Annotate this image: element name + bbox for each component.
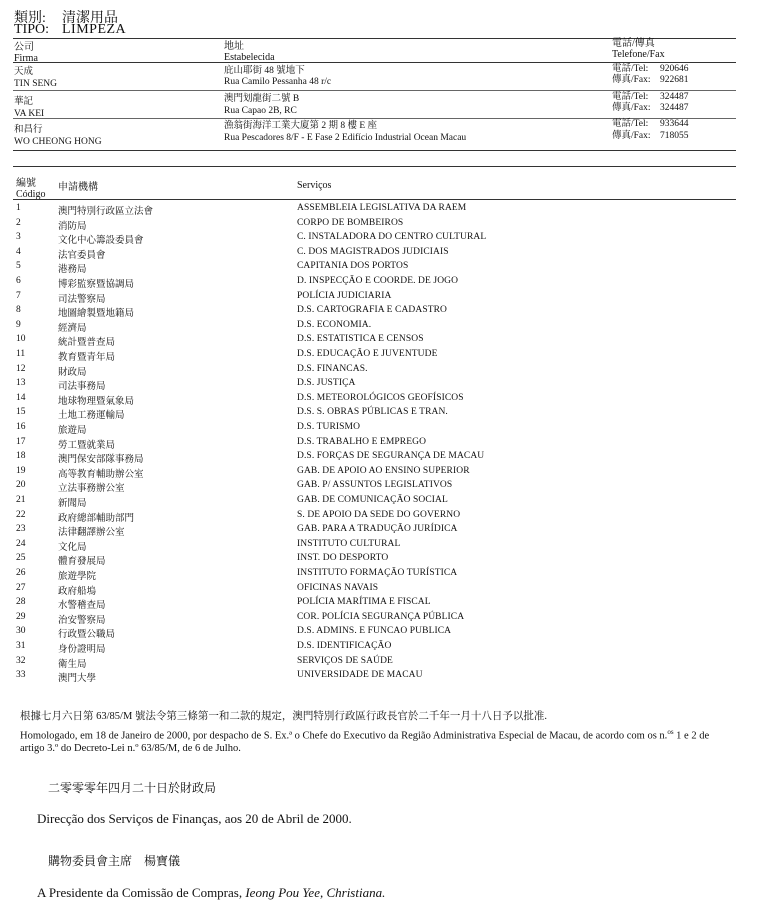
row-code: 11 xyxy=(16,349,26,359)
row-org-zh: 身份證明局 xyxy=(58,645,106,655)
row-code: 31 xyxy=(16,641,26,651)
table-row xyxy=(16,597,736,612)
row-code: 30 xyxy=(16,626,26,637)
row-service-pt: INSTITUTO CULTURAL xyxy=(297,538,401,549)
row-service-pt: D.S. CARTOGRAFIA E CADASTRO xyxy=(297,305,448,316)
row-code: 17 xyxy=(16,436,26,447)
table-row xyxy=(16,305,736,320)
table-row xyxy=(16,422,736,437)
company-name-pt: VA KEI xyxy=(14,109,45,119)
table-row xyxy=(16,203,736,218)
row-org-zh: 消防局 xyxy=(58,221,87,232)
row-org-zh: 法律翻譯辦公室 xyxy=(58,528,125,539)
row-code: 32 xyxy=(16,655,26,666)
row-org-zh: 財政局 xyxy=(58,367,87,378)
tel-value: 920646 xyxy=(660,64,689,74)
row-service-pt: D.S. JUSTIÇA xyxy=(297,378,356,389)
row-code: 9 xyxy=(16,319,21,330)
row-service-pt: OFICINAS NAVAIS xyxy=(297,582,379,593)
company-name-zh: 天成 xyxy=(14,67,34,77)
table-row xyxy=(16,510,736,525)
table-row xyxy=(16,393,736,408)
row-service-pt: D.S. FINANCAS. xyxy=(297,363,368,374)
row-org-zh: 司法事務局 xyxy=(58,382,106,393)
company-address-zh: 澳門划龍街二號 B xyxy=(224,94,300,104)
table-bottom-rule xyxy=(13,150,736,151)
table-row xyxy=(16,232,736,247)
row-service-pt: SERVIÇOS DE SAÚDE xyxy=(297,655,393,666)
row-org-zh: 體育發展局 xyxy=(58,557,106,568)
row-org-zh: 地球物理暨氣象局 xyxy=(58,396,135,407)
row-org-zh: 旅遊學院 xyxy=(58,572,97,582)
row-code: 5 xyxy=(16,261,21,272)
tel-value: 933644 xyxy=(660,119,689,129)
table-row xyxy=(16,568,736,583)
row-code: 25 xyxy=(16,553,26,564)
row-org-zh: 澳門特別行政區立法會 xyxy=(58,207,154,217)
table-row xyxy=(16,466,736,481)
row-service-pt: D.S. TURISMO xyxy=(297,422,361,432)
approval-text-zh: 根據七月六日第 63/85/M 號法令第三條第一和二款的規定，澳門特別行政區行政長官於二千年一月十八日予以批准. xyxy=(20,711,548,722)
row-code: 21 xyxy=(16,495,26,505)
col-company-pt: Firma xyxy=(14,53,38,64)
row-divider xyxy=(13,90,736,91)
row-service-pt: COR. POLÍCIA SEGURANÇA PÚBLICA xyxy=(297,611,465,622)
table-row xyxy=(16,670,736,685)
row-org-zh: 水警稽查局 xyxy=(58,601,106,612)
row-code: 1 xyxy=(16,203,21,213)
row-code: 33 xyxy=(16,670,26,681)
row-org-zh: 港務局 xyxy=(58,265,87,276)
table-row xyxy=(16,378,736,393)
company-address-pt: Rua Pescadores 8/F - E Fase 2 Edifício Industrial Ocean Macau xyxy=(224,133,467,143)
row-code: 6 xyxy=(16,276,21,286)
row-org-zh: 澳門大學 xyxy=(58,674,97,685)
col-phone-pt: Telefone/Fax xyxy=(612,49,665,60)
row-code: 7 xyxy=(16,290,21,301)
row-code: 2 xyxy=(16,217,21,228)
signature-pt: A Presidente da Comissão de Compras, Ieong Pou Yee, Christiana. xyxy=(37,885,386,900)
category-value-pt: LIMPEZA xyxy=(62,22,127,37)
row-code: 24 xyxy=(16,538,26,549)
fax-label: 傳真/Fax: xyxy=(612,131,651,141)
row-code: 10 xyxy=(16,334,26,345)
row-service-pt: GAB. DE COMUNICAÇÃO SOCIAL xyxy=(297,495,448,505)
table-row xyxy=(16,437,736,452)
row-code: 22 xyxy=(16,509,26,520)
row-org-zh: 澳門保安部隊事務局 xyxy=(58,455,144,466)
table-row xyxy=(16,539,736,554)
table-row xyxy=(16,524,736,539)
company-name-zh: 華記 xyxy=(14,97,34,107)
row-org-zh: 勞工暨就業局 xyxy=(58,440,116,451)
row-service-pt: INSTITUTO FORMAÇÃO TURÍSTICA xyxy=(297,568,458,578)
row-org-zh: 法官委員會 xyxy=(58,250,106,261)
row-code: 20 xyxy=(16,480,26,491)
row-service-pt: D.S. ECONOMIA. xyxy=(297,319,372,330)
date-zh: 二零零零年四月二十日於財政局 xyxy=(48,781,217,795)
table-row xyxy=(16,641,736,656)
fax-value: 718055 xyxy=(660,131,689,141)
row-code: 18 xyxy=(16,451,26,462)
fax-value: 324487 xyxy=(660,103,689,113)
row-service-pt: D.S. FORÇAS DE SEGURANÇA DE MACAU xyxy=(297,451,485,462)
signature-zh: 購物委員會主席 楊寶儀 xyxy=(48,854,181,868)
row-service-pt: D.S. ADMINS. E FUNCAO PUBLICA xyxy=(297,626,452,637)
category-value-zh: 清潔用品 xyxy=(62,11,118,26)
approval-text-pt-line1: Homologado, em 18 de Janeiro de 2000, por despacho de S. Ex.ª o Chefe do Executivo da Região Administrativa Especial de Macau, de acordo com os n.$^{os}$ 1 e 2 de xyxy=(20,728,710,742)
row-service-pt: D.S. ESTATISTICA E CENSOS xyxy=(297,334,424,345)
row-org-zh: 行政暨公職局 xyxy=(58,630,116,641)
row-code: 19 xyxy=(16,465,26,476)
row-code: 29 xyxy=(16,611,26,622)
table-row xyxy=(16,612,736,627)
table-row xyxy=(16,407,736,422)
services-header-rule xyxy=(13,199,736,200)
row-org-zh: 立法事務辦公室 xyxy=(58,484,125,495)
row-service-pt: INST. DO DESPORTO xyxy=(297,553,389,564)
table-row xyxy=(16,364,736,379)
row-service-pt: D.S. TRABALHO E EMPREGO xyxy=(297,436,427,447)
row-org-zh: 政府總部輔助部門 xyxy=(58,513,135,524)
tel-label: 電話/Tel: xyxy=(612,119,649,129)
fax-label: 傳真/Fax: xyxy=(612,75,651,85)
row-code: 28 xyxy=(16,597,26,608)
fax-value: 922681 xyxy=(660,75,689,85)
row-service-pt: POLÍCIA MARÍTIMA E FISCAL xyxy=(297,597,431,608)
table-row xyxy=(16,349,736,364)
row-org-zh: 治安警察局 xyxy=(58,615,106,626)
row-service-pt: GAB. P/ ASSUNTOS LEGISLATIVOS xyxy=(297,480,453,491)
date-pt: Direcção dos Serviços de Finanças, aos 20 de Abril de 2000. xyxy=(37,811,352,826)
col-services: Serviços xyxy=(297,180,332,191)
row-code: 3 xyxy=(16,232,21,243)
table-row xyxy=(16,495,736,510)
row-org-zh: 高等教育輔助辦公室 xyxy=(58,469,144,480)
row-service-pt: D.S. EDUCAÇÃO E JUVENTUDE xyxy=(297,349,438,359)
table-row xyxy=(16,291,736,306)
row-service-pt: UNIVERSIDADE DE MACAU xyxy=(297,670,423,681)
row-service-pt: D.S. S. OBRAS PÚBLICAS E TRAN. xyxy=(297,407,448,418)
row-service-pt: D.S. METEOROLÓGICOS GEOFÍSICOS xyxy=(297,392,464,403)
row-service-pt: CORPO DE BOMBEIROS xyxy=(297,217,404,228)
tel-value: 324487 xyxy=(660,92,689,102)
row-service-pt: S. DE APOIO DA SEDE DO GOVERNO xyxy=(297,509,461,520)
row-org-zh: 統計暨普查局 xyxy=(58,338,116,349)
col-org-zh: 申請機構 xyxy=(58,182,98,193)
row-service-pt: D. INSPECÇÃO E COORDE. DE JOGO xyxy=(297,276,459,286)
col-phone-zh: 電話/傳真 xyxy=(612,38,655,49)
approval-text-pt-line2: artigo 3.º do Decreto-Lei n.º 63/85/M, de 6 de Julho. xyxy=(20,743,241,754)
row-org-zh: 文化局 xyxy=(58,542,87,553)
row-code: 12 xyxy=(16,363,26,374)
table-row xyxy=(16,218,736,233)
table-row xyxy=(16,276,736,291)
row-service-pt: D.S. IDENTIFICAÇÃO xyxy=(297,641,392,651)
table-row xyxy=(16,320,736,335)
category-label-zh: 類別: xyxy=(14,11,46,26)
tel-label: 電話/Tel: xyxy=(612,92,649,102)
row-org-zh: 旅遊局 xyxy=(58,426,87,436)
table-row xyxy=(16,656,736,671)
row-org-zh: 經濟局 xyxy=(58,323,87,334)
col-code-zh: 編號 xyxy=(16,178,36,189)
row-code: 16 xyxy=(16,422,26,432)
company-name-zh: 和昌行 xyxy=(14,125,43,135)
col-address-zh: 地址 xyxy=(224,41,244,52)
company-address-pt: Rua Camilo Pessanha 48 r/c xyxy=(224,77,332,87)
row-service-pt: POLÍCIA JUDICIARIA xyxy=(297,290,392,301)
row-org-zh: 新聞局 xyxy=(58,499,87,509)
table-row xyxy=(16,480,736,495)
row-org-zh: 土地工務運輸局 xyxy=(58,411,125,422)
table-row xyxy=(16,583,736,598)
row-service-pt: CAPITANIA DOS PORTOS xyxy=(297,261,409,272)
fax-label: 傳真/Fax: xyxy=(612,103,651,113)
row-org-zh: 衛生局 xyxy=(58,659,87,670)
company-name-pt: TIN SENG xyxy=(14,79,58,89)
company-address-pt: Rua Capao 2B, RC xyxy=(224,106,297,116)
row-org-zh: 文化中心籌設委員會 xyxy=(58,236,144,247)
table-row xyxy=(16,553,736,568)
row-code: 13 xyxy=(16,378,26,389)
row-code: 15 xyxy=(16,407,26,418)
services-top-rule xyxy=(13,166,736,167)
row-org-zh: 教育暨青年局 xyxy=(58,353,116,363)
table-row xyxy=(16,451,736,466)
row-org-zh: 司法警察局 xyxy=(58,294,106,305)
row-org-zh: 地圖繪製暨地籍局 xyxy=(58,309,135,320)
header-rule xyxy=(13,62,736,63)
row-code: 4 xyxy=(16,246,21,257)
row-code: 26 xyxy=(16,568,26,578)
table-row xyxy=(16,334,736,349)
row-code: 14 xyxy=(16,392,26,403)
col-address-pt: Estabelecida xyxy=(224,52,275,63)
row-org-zh: 博彩監察暨協調局 xyxy=(58,280,135,290)
tel-label: 電話/Tel: xyxy=(612,64,649,74)
table-row xyxy=(16,247,736,262)
row-service-pt: ASSEMBLEIA LEGISLATIVA DA RAEM xyxy=(297,203,467,213)
category-label-pt: TIPO: xyxy=(14,22,49,37)
row-service-pt: C. INSTALADORA DO CENTRO CULTURAL xyxy=(297,232,487,243)
row-code: 27 xyxy=(16,582,26,593)
row-service-pt: C. DOS MAGISTRADOS JUDICIAIS xyxy=(297,246,449,257)
row-code: 8 xyxy=(16,305,21,316)
row-code: 23 xyxy=(16,524,26,535)
table-row xyxy=(16,261,736,276)
col-code-pt: Código xyxy=(16,189,46,200)
row-service-pt: GAB. PARA A TRADUÇÃO JURÍDICA xyxy=(297,524,458,535)
company-address-zh: 漁翁街海洋工業大廈第 2 期 8 樓 E 座 xyxy=(224,121,378,131)
col-company-zh: 公司 xyxy=(14,42,34,53)
row-service-pt: GAB. DE APOIO AO ENSINO SUPERIOR xyxy=(297,465,470,476)
company-address-zh: 庇山耶街 48 號地下 xyxy=(224,66,305,76)
row-org-zh: 政府船塢 xyxy=(58,586,97,597)
company-name-pt: WO CHEONG HONG xyxy=(14,137,102,147)
table-row xyxy=(16,626,736,641)
